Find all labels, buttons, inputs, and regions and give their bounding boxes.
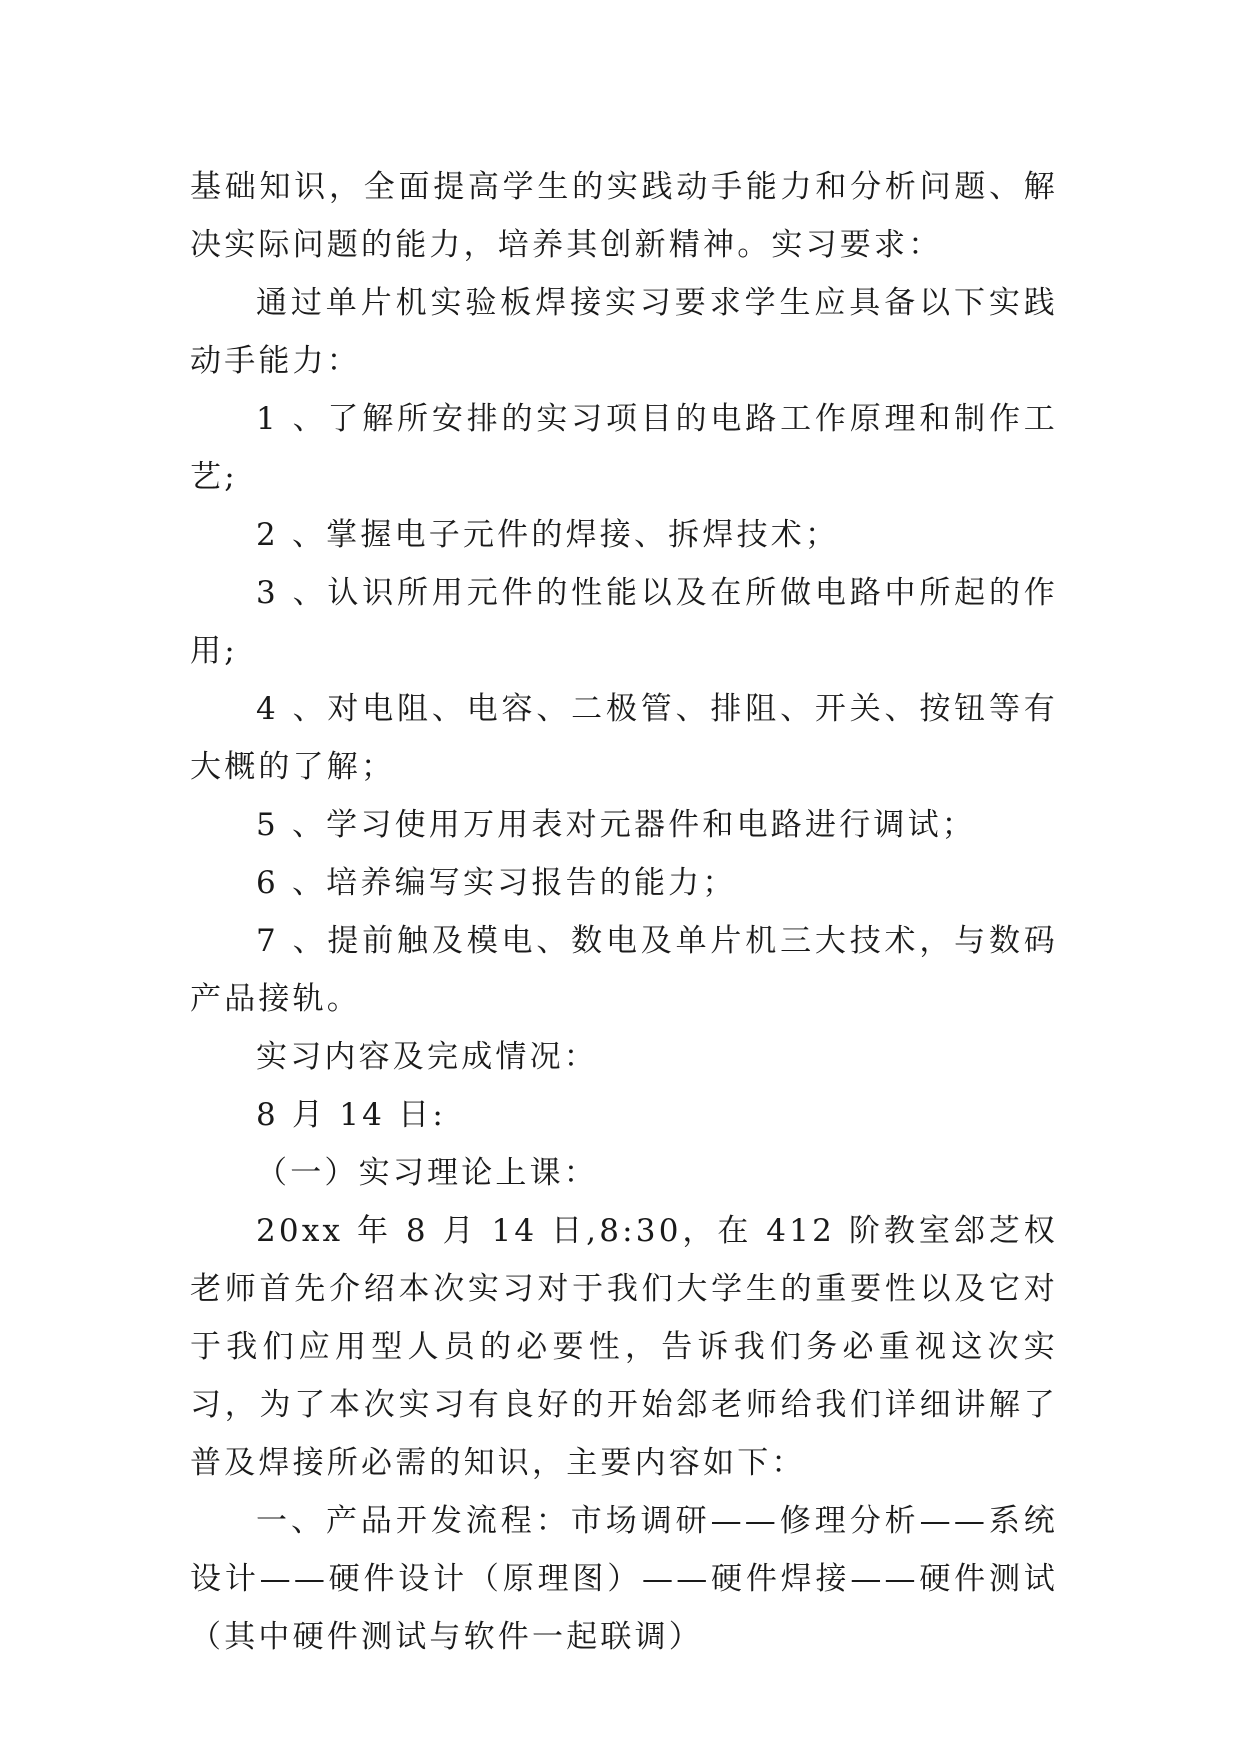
list-item-2: 2 、掌握电子元件的焊接、拆焊技术； xyxy=(256,517,840,553)
paragraph-intro: 基础知识，全面提高学生的实践动手能力和分析问题、解决实际问题的能力，培养其创新精神。实习要求： xyxy=(190,169,1058,263)
document-body xyxy=(190,158,1058,1666)
list-item-6: 6 、培养编写实习报告的能力； xyxy=(256,865,737,901)
date-heading: 8 月 14 日: xyxy=(256,1097,446,1133)
list-item-1: 1 、了解所安排的实习项目的电路工作原理和制作工艺; xyxy=(190,401,1058,495)
list-item-5: 5 、学习使用万用表对元器件和电路进行调试； xyxy=(256,807,976,843)
list-item-7: 7 、提前触及模电、数电及单片机三大技术，与数码产品接轨。 xyxy=(190,923,1058,1017)
section-heading-content: 实习内容及完成情况： xyxy=(256,1039,598,1075)
list-item-4: 4 、对电阻、电容、二极管、排阻、开关、按钮等有大概的了解； xyxy=(190,691,1058,785)
paragraph-lecture: 20xx 年 8 月 14 日,8:30，在 412 阶教室郐芝权老师首先介绍本次实习对于我们大学生的重要性以及它对于我们应用型人员的必要性，告诉我们务必重视这次实习，为了本次实习有良好的开始郐老师给我们详细讲解了普及焊接所必需的知识，主要内容如下： xyxy=(190,1213,1058,1481)
paragraph-process: 一、产品开发流程：市场调研——修理分析——系统设计——硬件设计（原理图）——硬件焊接——硬件测试（其中硬件测试与软件一起联调） xyxy=(190,1503,1058,1655)
paragraph-requirements: 通过单片机实验板焊接实习要求学生应具备以下实践动手能力： xyxy=(190,285,1058,379)
list-item-3: 3 、认识所用元件的性能以及在所做电路中所起的作用; xyxy=(190,575,1058,669)
subsection-heading: （一）实习理论上课： xyxy=(256,1155,598,1191)
